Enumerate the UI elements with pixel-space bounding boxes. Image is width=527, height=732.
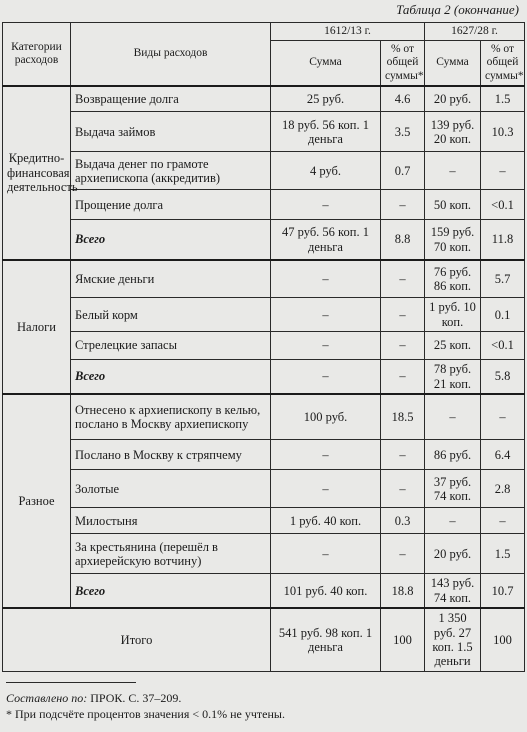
category-cell: Налоги — [3, 260, 71, 394]
grand-total-row — [3, 608, 525, 671]
category-cell: Разное — [3, 394, 71, 608]
header-sum-2: Сумма — [425, 41, 481, 86]
sum-1-cell: 25 руб. — [271, 86, 381, 112]
sum-2-cell: 1 руб. 10 коп. — [425, 298, 481, 332]
header-percent-1: % от общей суммы* — [381, 41, 425, 86]
percent-2-cell: 6.4 — [481, 440, 525, 470]
sum-2-cell: 20 руб. — [425, 86, 481, 112]
table-row — [3, 86, 525, 112]
sum-2-cell: 76 руб. 86 коп. — [425, 260, 481, 298]
table-row — [3, 394, 525, 440]
percent-2-cell: 5.7 — [481, 260, 525, 298]
percent-2-cell: 5.8 — [481, 360, 525, 394]
item-cell: Отнесено к архиепископу в келью, послано в Москву архиепископу — [71, 394, 271, 440]
percent-1-cell: – — [381, 190, 425, 220]
percent-2-cell: 10.3 — [481, 112, 525, 152]
table-row — [3, 360, 525, 394]
percent-2-cell: <0.1 — [481, 190, 525, 220]
sum-1-cell: 47 руб. 56 коп. 1 деньга — [271, 220, 381, 260]
item-cell: Выдача займов — [71, 112, 271, 152]
sum-1-cell: 4 руб. — [271, 152, 381, 190]
table-row — [3, 440, 525, 470]
percent-1-cell: 18.5 — [381, 394, 425, 440]
category-cell: Кредитно-финансовая деятельность — [3, 86, 71, 260]
header-sum-1: Сумма — [271, 41, 381, 86]
percent-2-cell: 2.8 — [481, 470, 525, 508]
percent-1-cell: – — [381, 332, 425, 360]
sum-2-cell: 143 руб. 74 коп. — [425, 574, 481, 608]
percent-2-cell: – — [481, 394, 525, 440]
sum-2-cell: 78 руб. 21 коп. — [425, 360, 481, 394]
item-cell: Всего — [71, 220, 271, 260]
percent-1-cell: – — [381, 534, 425, 574]
header-period-2: 1627/28 г. — [425, 23, 525, 41]
grand-total-sum-1: 541 руб. 98 коп. 1 деньга — [271, 608, 381, 671]
table-row — [3, 298, 525, 332]
percent-1-cell: 18.8 — [381, 574, 425, 608]
grand-total-percent-1: 100 — [381, 608, 425, 671]
sum-1-cell: – — [271, 440, 381, 470]
table-body — [3, 86, 525, 671]
table-row — [3, 470, 525, 508]
sum-2-cell: 159 руб. 70 коп. — [425, 220, 481, 260]
table-row — [3, 574, 525, 608]
grand-total-label: Итого — [3, 608, 271, 671]
sum-2-cell: – — [425, 394, 481, 440]
item-cell: Послано в Москву к стряпчему — [71, 440, 271, 470]
sum-2-cell: 86 руб. — [425, 440, 481, 470]
grand-total-percent-2: 100 — [481, 608, 525, 671]
table-caption: Таблица 2 (окончание) — [396, 2, 519, 17]
table-row — [3, 112, 525, 152]
percent-1-cell: 3.5 — [381, 112, 425, 152]
sum-2-cell: – — [425, 508, 481, 534]
table-row — [3, 508, 525, 534]
source-text: ПРОК. С. 37–209. — [87, 691, 182, 705]
item-cell: Белый корм — [71, 298, 271, 332]
sum-1-cell: – — [271, 298, 381, 332]
table-row — [3, 190, 525, 220]
percent-1-cell: – — [381, 298, 425, 332]
item-cell: Всего — [71, 574, 271, 608]
table-row — [3, 220, 525, 260]
sum-1-cell: 1 руб. 40 коп. — [271, 508, 381, 534]
percent-2-cell: – — [481, 152, 525, 190]
percent-1-cell: – — [381, 440, 425, 470]
source-label: Составлено по: — [6, 691, 88, 705]
expenses-table — [2, 22, 525, 672]
percent-1-cell: – — [381, 360, 425, 394]
percent-note: * При подсчёте процентов значения < 0.1% не учтены. — [6, 707, 285, 722]
percent-2-cell: – — [481, 508, 525, 534]
item-cell: Всего — [71, 360, 271, 394]
percent-1-cell: 0.7 — [381, 152, 425, 190]
item-cell: За крестьянина (перешёл в архиерейскую вотчину) — [71, 534, 271, 574]
item-cell: Милостыня — [71, 508, 271, 534]
table-row — [3, 260, 525, 298]
sum-1-cell: 101 руб. 40 коп. — [271, 574, 381, 608]
percent-2-cell: 11.8 — [481, 220, 525, 260]
item-cell: Выдача денег по грамоте архиепископа (аккредитив) — [71, 152, 271, 190]
table-row — [3, 332, 525, 360]
header-category: Категории расходов — [3, 23, 71, 86]
sum-2-cell: 20 руб. — [425, 534, 481, 574]
item-cell: Прощение долга — [71, 190, 271, 220]
sum-1-cell: – — [271, 260, 381, 298]
footnotes — [6, 690, 521, 722]
sum-1-cell: – — [271, 534, 381, 574]
sum-2-cell: 139 руб. 20 коп. — [425, 112, 481, 152]
percent-2-cell: 1.5 — [481, 86, 525, 112]
sum-2-cell: – — [425, 152, 481, 190]
table-row — [3, 152, 525, 190]
header-percent-2: % от общей суммы* — [481, 41, 525, 86]
item-cell: Ямские деньги — [71, 260, 271, 298]
item-cell: Стрелецкие запасы — [71, 332, 271, 360]
percent-1-cell: 0.3 — [381, 508, 425, 534]
header-period-1: 1612/13 г. — [271, 23, 425, 41]
footnote-rule — [6, 682, 136, 683]
source-note — [6, 690, 521, 706]
sum-2-cell: 37 руб. 74 коп. — [425, 470, 481, 508]
percent-2-cell: 1.5 — [481, 534, 525, 574]
percent-2-cell: <0.1 — [481, 332, 525, 360]
table-row — [3, 534, 525, 574]
item-cell: Возвращение долга — [71, 86, 271, 112]
sum-1-cell: 18 руб. 56 коп. 1 деньга — [271, 112, 381, 152]
sum-2-cell: 50 коп. — [425, 190, 481, 220]
percent-1-cell: – — [381, 470, 425, 508]
sum-1-cell: 100 руб. — [271, 394, 381, 440]
sum-1-cell: – — [271, 332, 381, 360]
sum-1-cell: – — [271, 190, 381, 220]
percent-1-cell: 4.6 — [381, 86, 425, 112]
item-cell: Золотые — [71, 470, 271, 508]
percent-1-cell: 8.8 — [381, 220, 425, 260]
sum-2-cell: 25 коп. — [425, 332, 481, 360]
sum-1-cell: – — [271, 360, 381, 394]
grand-total-sum-2: 1 350 руб. 27 коп. 1.5 деньги — [425, 608, 481, 671]
header-types: Виды расходов — [71, 23, 271, 86]
sum-1-cell: – — [271, 470, 381, 508]
percent-2-cell: 0.1 — [481, 298, 525, 332]
percent-2-cell: 10.7 — [481, 574, 525, 608]
percent-1-cell: – — [381, 260, 425, 298]
